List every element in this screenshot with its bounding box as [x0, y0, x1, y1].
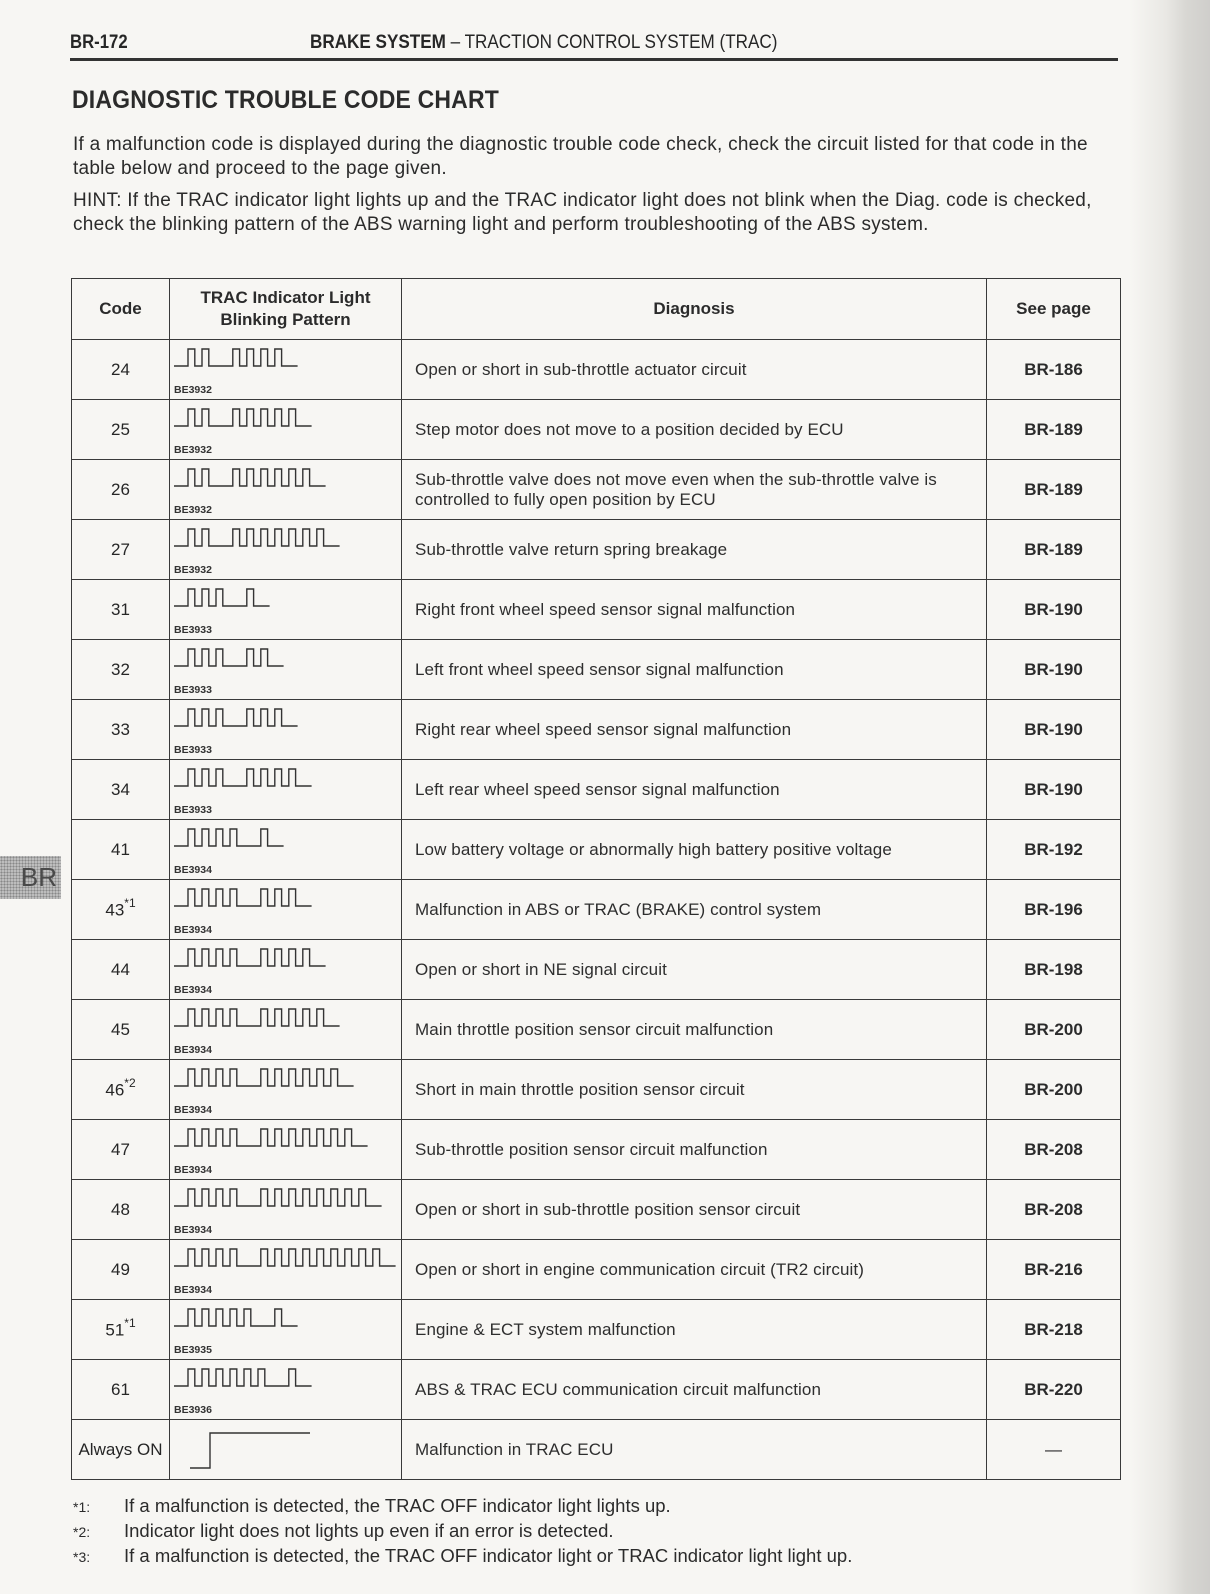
blink-pattern-waveform — [174, 1369, 312, 1386]
blink-pattern-waveform — [174, 829, 284, 846]
cell-diagnosis: Short in main throttle position sensor circuit — [402, 1060, 987, 1120]
code-value: 32 — [111, 659, 130, 679]
code-value: 27 — [111, 539, 130, 559]
table-row — [72, 880, 1121, 940]
cell-code — [72, 940, 170, 1000]
cell-code — [72, 520, 170, 580]
column-header-see-page: See page — [987, 279, 1121, 340]
blink-pattern-waveform — [174, 1309, 298, 1326]
section-title-rest: TRACTION CONTROL SYSTEM (TRAC) — [464, 32, 778, 53]
footnote-text: If a malfunction is detected, the TRAC OFF indicator light or TRAC indicator light light up. — [124, 1545, 853, 1566]
cell-see-page: BR-192 — [987, 820, 1121, 880]
cell-see-page: BR-190 — [987, 700, 1121, 760]
cell-code — [72, 1180, 170, 1240]
figure-id-label: BE3933 — [174, 744, 212, 756]
blink-pattern-waveform — [174, 769, 312, 786]
cell-see-page: BR-198 — [987, 940, 1121, 1000]
cell-blink-pattern — [170, 700, 402, 760]
code-footnote-marker: *1 — [124, 1316, 136, 1331]
footnote-text: Indicator light does not lights up even if an error is detected. — [124, 1520, 614, 1541]
table-row — [72, 940, 1121, 1000]
cell-diagnosis: Low battery voltage or abnormally high battery positive voltage — [402, 820, 987, 880]
table-row — [72, 700, 1121, 760]
column-header-pattern-line1: TRAC Indicator Light — [200, 288, 371, 307]
cell-code — [72, 760, 170, 820]
table-row — [72, 340, 1121, 400]
blink-pattern-waveform — [174, 949, 326, 966]
code-value: 41 — [111, 839, 130, 859]
cell-diagnosis: Main throttle position sensor circuit malfunction — [402, 1000, 987, 1060]
figure-id-label: BE3934 — [174, 1044, 212, 1056]
cell-code — [72, 400, 170, 460]
column-header-diagnosis: Diagnosis — [402, 279, 987, 340]
table-row — [72, 400, 1121, 460]
cell-see-page: BR-196 — [987, 880, 1121, 940]
blink-pattern-diagram — [170, 1420, 402, 1479]
figure-id-label: BE3933 — [174, 804, 212, 816]
blink-pattern-waveform — [174, 709, 298, 726]
cell-diagnosis: Malfunction in ABS or TRAC (BRAKE) control system — [402, 880, 987, 940]
table-row — [72, 460, 1121, 520]
cell-blink-pattern — [170, 820, 402, 880]
column-header-pattern — [170, 279, 402, 340]
cell-diagnosis: Left front wheel speed sensor signal malfunction — [402, 640, 987, 700]
cell-diagnosis: Left rear wheel speed sensor signal malfunction — [402, 760, 987, 820]
cell-blink-pattern — [170, 460, 402, 520]
code-value: 25 — [111, 419, 130, 439]
blink-pattern-waveform — [174, 1189, 382, 1206]
cell-diagnosis: Open or short in NE signal circuit — [402, 940, 987, 1000]
figure-id-label: BE3935 — [174, 1344, 212, 1356]
code-value: 45 — [111, 1019, 130, 1039]
cell-see-page: BR-189 — [987, 460, 1121, 520]
figure-id-label: BE3934 — [174, 1104, 212, 1116]
table-row — [72, 1180, 1121, 1240]
figure-id-label: BE3932 — [174, 384, 212, 396]
table-row — [72, 820, 1121, 880]
figure-id-label: BE3933 — [174, 684, 212, 696]
cell-see-page: BR-189 — [987, 520, 1121, 580]
figure-id-label: BE3934 — [174, 924, 212, 936]
cell-see-page: BR-189 — [987, 400, 1121, 460]
cell-see-page: BR-216 — [987, 1240, 1121, 1300]
figure-id-label: BE3932 — [174, 504, 212, 516]
cell-code — [72, 460, 170, 520]
cell-code — [72, 1000, 170, 1060]
cell-code — [72, 1420, 170, 1480]
footnote — [73, 1494, 1123, 1519]
cell-blink-pattern — [170, 520, 402, 580]
cell-code — [72, 700, 170, 760]
figure-id-label: BE3932 — [174, 564, 212, 576]
cell-blink-pattern — [170, 1240, 402, 1300]
code-value: 43 — [105, 900, 125, 920]
footnote-mark: *2: — [73, 1524, 91, 1540]
cell-diagnosis: ABS & TRAC ECU communication circuit malfunction — [402, 1360, 987, 1420]
table-row — [72, 1240, 1121, 1300]
cell-diagnosis: Sub-throttle valve does not move even when the sub-throttle valve is controlled to fully open position by ECU — [402, 460, 987, 520]
code-value: 46 — [105, 1080, 125, 1100]
cell-code — [72, 1060, 170, 1120]
blink-pattern-waveform — [174, 1069, 354, 1086]
footnote — [73, 1519, 1123, 1544]
footnote-mark: *3: — [73, 1549, 91, 1565]
figure-id-label: BE3934 — [174, 1284, 212, 1296]
blink-pattern-waveform — [174, 589, 270, 606]
column-header-code: Code — [72, 279, 170, 340]
cell-blink-pattern — [170, 580, 402, 640]
table-row — [72, 1120, 1121, 1180]
cell-code — [72, 1300, 170, 1360]
cell-diagnosis: Right front wheel speed sensor signal malfunction — [402, 580, 987, 640]
code-value: 44 — [111, 959, 130, 979]
table-row — [72, 1300, 1121, 1360]
figure-id-label: BE3934 — [174, 984, 212, 996]
cell-blink-pattern — [170, 1000, 402, 1060]
dtc-table — [71, 278, 1121, 1480]
code-value: 31 — [111, 599, 130, 619]
figure-id-label: BE3936 — [174, 1404, 212, 1416]
figure-id-label: BE3933 — [174, 624, 212, 636]
code-footnote-marker: *2 — [124, 1076, 136, 1091]
scan-page-edge-shadow — [1130, 0, 1210, 1594]
code-value: 47 — [111, 1139, 130, 1159]
figure-id-label: BE3934 — [174, 864, 212, 876]
cell-code — [72, 1120, 170, 1180]
cell-code — [72, 580, 170, 640]
table-body — [72, 340, 1121, 1480]
column-header-pattern-line2: Blinking Pattern — [220, 310, 351, 329]
figure-id-label: BE3934 — [174, 1164, 212, 1176]
cell-blink-pattern — [170, 1060, 402, 1120]
cell-blink-pattern — [170, 340, 402, 400]
cell-diagnosis: Open or short in engine communication circuit (TR2 circuit) — [402, 1240, 987, 1300]
intro-paragraph: If a malfunction code is displayed during the diagnostic trouble code check, check the circuit listed for that code in the table below and proceed to the page given. — [73, 134, 1088, 179]
cell-see-page: BR-186 — [987, 340, 1121, 400]
table-header-row — [72, 279, 1121, 340]
cell-blink-pattern — [170, 940, 402, 1000]
cell-code — [72, 1240, 170, 1300]
code-footnote-marker: *1 — [124, 896, 136, 911]
cell-see-page: — — [987, 1420, 1121, 1480]
cell-blink-pattern — [170, 760, 402, 820]
code-value: 48 — [111, 1199, 130, 1219]
table-row — [72, 1060, 1121, 1120]
section-title-separator: – — [445, 32, 465, 53]
cell-code — [72, 640, 170, 700]
footnotes — [73, 1494, 1123, 1569]
footnote-mark: *1: — [73, 1499, 91, 1515]
cell-see-page: BR-208 — [987, 1180, 1121, 1240]
hint-paragraph: HINT: If the TRAC indicator light lights up and the TRAC indicator light does not blink when the Diag. code is checked, check the blinking pattern of the ABS warning light and perform troubleshooting of the ABS system. — [73, 190, 1092, 235]
cell-see-page: BR-190 — [987, 580, 1121, 640]
blink-pattern-waveform — [174, 469, 326, 486]
cell-see-page: BR-218 — [987, 1300, 1121, 1360]
cell-blink-pattern — [170, 1360, 402, 1420]
blink-pattern-waveform — [174, 889, 312, 906]
table-row — [72, 1000, 1121, 1060]
cell-see-page: BR-200 — [987, 1060, 1121, 1120]
blink-pattern-waveform — [174, 1009, 340, 1026]
section-title-bold: BRAKE SYSTEM — [310, 32, 446, 53]
cell-blink-pattern — [170, 1120, 402, 1180]
cell-blink-pattern — [170, 880, 402, 940]
code-value: 33 — [111, 719, 130, 739]
blink-pattern-waveform — [174, 649, 284, 666]
figure-id-label: BE3932 — [174, 444, 212, 456]
cell-code — [72, 340, 170, 400]
code-value: Always ON — [78, 1439, 163, 1459]
table-row — [72, 640, 1121, 700]
section-side-tab: BR — [0, 856, 61, 899]
cell-blink-pattern — [170, 1420, 402, 1480]
blink-pattern-waveform — [190, 1433, 310, 1468]
cell-diagnosis: Right rear wheel speed sensor signal malfunction — [402, 700, 987, 760]
code-value: 51 — [105, 1320, 125, 1340]
cell-blink-pattern — [170, 1300, 402, 1360]
page-header — [70, 28, 1118, 61]
cell-see-page: BR-190 — [987, 760, 1121, 820]
cell-code — [72, 820, 170, 880]
cell-diagnosis: Malfunction in TRAC ECU — [402, 1420, 987, 1480]
cell-diagnosis: Sub-throttle valve return spring breakage — [402, 520, 987, 580]
cell-diagnosis: Open or short in sub-throttle actuator circuit — [402, 340, 987, 400]
table-row — [72, 760, 1121, 820]
cell-diagnosis: Step motor does not move to a position decided by ECU — [402, 400, 987, 460]
figure-id-label: BE3934 — [174, 1224, 212, 1236]
code-value: 26 — [111, 479, 130, 499]
code-value: 61 — [111, 1379, 130, 1399]
cell-blink-pattern — [170, 640, 402, 700]
blink-pattern-waveform — [174, 349, 298, 366]
chart-title: DIAGNOSTIC TROUBLE CODE CHART — [72, 86, 500, 114]
cell-blink-pattern — [170, 400, 402, 460]
page-number: BR-172 — [70, 32, 128, 53]
blink-pattern-waveform — [174, 409, 312, 426]
blink-pattern-waveform — [174, 1249, 396, 1266]
code-value: 24 — [111, 359, 130, 379]
code-value: 34 — [111, 779, 130, 799]
cell-blink-pattern — [170, 1180, 402, 1240]
section-title — [310, 32, 777, 54]
cell-see-page: BR-190 — [987, 640, 1121, 700]
table-row — [72, 1360, 1121, 1420]
table-row — [72, 580, 1121, 640]
cell-diagnosis: Engine & ECT system malfunction — [402, 1300, 987, 1360]
cell-see-page: BR-220 — [987, 1360, 1121, 1420]
cell-diagnosis: Open or short in sub-throttle position sensor circuit — [402, 1180, 987, 1240]
cell-see-page: BR-200 — [987, 1000, 1121, 1060]
cell-code — [72, 1360, 170, 1420]
code-value: 49 — [111, 1259, 130, 1279]
cell-code — [72, 880, 170, 940]
table-row — [72, 520, 1121, 580]
cell-see-page: BR-208 — [987, 1120, 1121, 1180]
blink-pattern-waveform — [174, 529, 340, 546]
blink-pattern-waveform — [174, 1129, 368, 1146]
table-row — [72, 1420, 1121, 1480]
footnote-text: If a malfunction is detected, the TRAC OFF indicator light lights up. — [124, 1495, 671, 1516]
footnote — [73, 1544, 1123, 1569]
cell-diagnosis: Sub-throttle position sensor circuit malfunction — [402, 1120, 987, 1180]
